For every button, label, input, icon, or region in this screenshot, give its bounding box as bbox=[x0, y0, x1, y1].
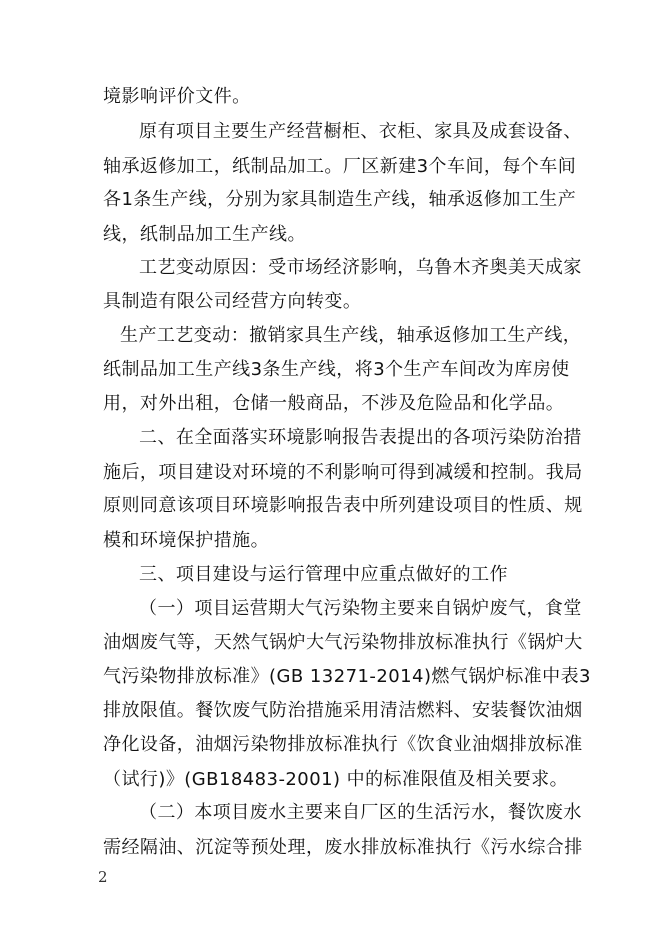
text-line-21: （试行)》(GB18483-2001) 中的标准限值及相关要求。 bbox=[103, 769, 569, 790]
text-line-18: 气污染物排放标准》(GB 13271-2014)燃气锅炉标准中表3 bbox=[103, 666, 591, 687]
text-line-7: 具制造有限公司经营方向转变。 bbox=[103, 291, 362, 312]
text-line-14: 模和环境保护措施。 bbox=[103, 530, 270, 551]
text-line-15: 三、项目建设与运行管理中应重点做好的工作 bbox=[139, 564, 508, 585]
text-line-13: 原则同意该项目环境影响报告表中所列建设项目的性质、规 bbox=[103, 495, 583, 516]
text-line-9: 纸制品加工生产线3条生产线，将3个生产车间改为库房使 bbox=[103, 359, 570, 380]
text-line-23: 需经隔油、沉淀等预处理，废水排放标准执行《污水综合排 bbox=[103, 837, 583, 858]
text-line-4: 各1条生产线，分别为家具制造生产线，轴承返修加工生产 bbox=[103, 189, 577, 210]
text-line-20: 净化设备，油烟污染物排放标准执行《饮食业油烟排放标准 bbox=[103, 734, 583, 755]
text-line-1: 境影响评价文件。 bbox=[103, 86, 251, 107]
text-line-2: 原有项目主要生产经营橱柜、衣柜、家具及成套设备、 bbox=[139, 121, 582, 142]
text-line-6: 工艺变动原因：受市场经济影响，乌鲁木齐奥美天成家 bbox=[139, 257, 582, 278]
text-line-5: 线，纸制品加工生产线。 bbox=[103, 224, 306, 245]
page-number: 2 bbox=[98, 868, 108, 886]
text-line-17: 油烟废气等，天然气锅炉大气污染物排放标准执行《锅炉大 bbox=[103, 632, 583, 653]
text-line-16: （一）项目运营期大气污染物主要来自锅炉废气，食堂 bbox=[139, 598, 582, 619]
text-line-22: （二）本项目废水主要来自厂区的生活污水，餐饮废水 bbox=[139, 802, 582, 823]
text-line-3: 轴承返修加工，纸制品加工。厂区新建3个车间，每个车间 bbox=[103, 156, 577, 177]
text-line-11: 二、在全面落实环境影响报告表提出的各项污染防治措 bbox=[139, 427, 582, 448]
text-line-8: 生产工艺变动：撤销家具生产线，轴承返修加工生产线， bbox=[120, 325, 582, 346]
text-line-12: 施后，项目建设对环境的不利影响可得到减缓和控制。我局 bbox=[103, 462, 583, 483]
text-line-10: 用，对外出租，仓储一般商品，不涉及危险品和化学品。 bbox=[103, 393, 565, 414]
text-line-19: 排放限值。餐饮废气防治措施采用清洁燃料、安装餐饮油烟 bbox=[103, 700, 583, 721]
